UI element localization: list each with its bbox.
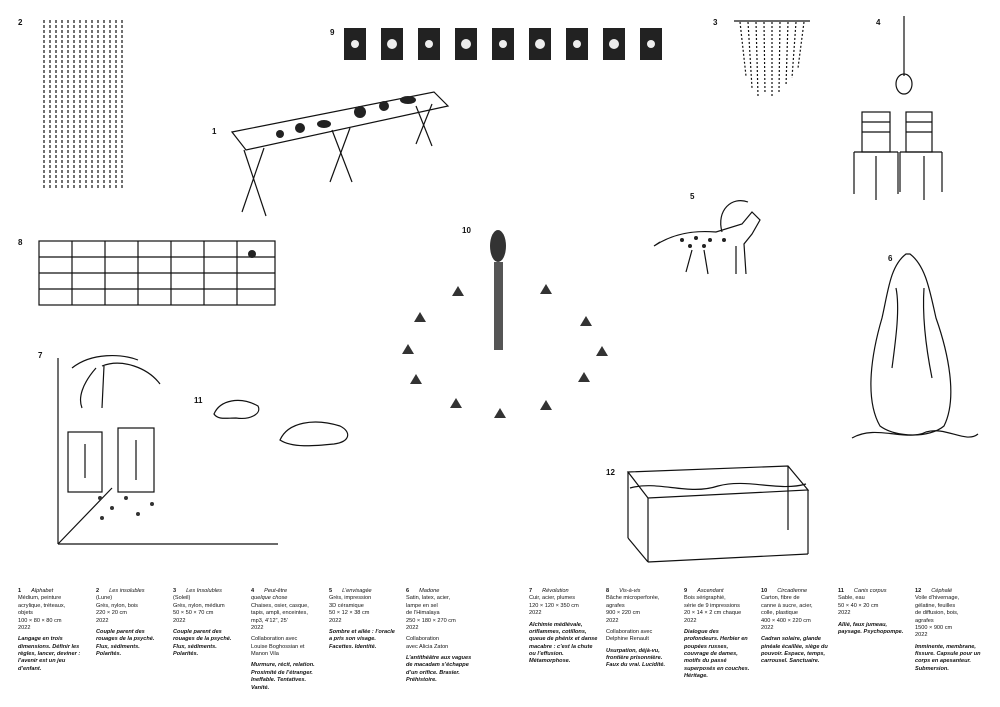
caption-line: Delphine Renault [606, 636, 649, 643]
caption-title: Alphabet [31, 588, 54, 594]
caption-note: Sombre et ailée : l’oracle a pris son visage. Facettes. Identité. [329, 628, 395, 650]
caption-line: lampe en sel [406, 602, 438, 609]
caption-note: Imminente, membrane, fissure. Capsule pour un corps en apesanteur. Submersion. [915, 643, 981, 672]
caption-work-5 [329, 588, 399, 651]
caption-line: 2022 [406, 624, 419, 631]
caption-line: Grès, nylon, médium [173, 602, 225, 609]
drawing-label-2: 2 [18, 18, 23, 27]
grid-wall-drawing [38, 240, 276, 306]
caption-number: 8 [606, 588, 610, 594]
caption-line: 2022 [18, 624, 31, 631]
caption-line: (Soleil) [173, 595, 191, 602]
caption-line: gélatine, feuilles [915, 602, 956, 609]
glass-box-drawing [618, 446, 812, 566]
caption-work-2 [96, 588, 166, 658]
caption-title: Peut-être [264, 588, 288, 594]
drawing-label-8: 8 [18, 238, 23, 247]
caption-line: Bâche microperforée, [606, 595, 660, 602]
caption-work-9 [684, 588, 754, 681]
caption-line: mp3, 4’12”, 25’ [251, 617, 289, 624]
caption-line: quelque chose [251, 595, 288, 602]
caption-line: Satin, latex, acier, [406, 595, 451, 602]
caption-line: Carton, fibre de [761, 595, 800, 602]
caption-line: 900 × 220 cm [606, 610, 641, 617]
totem-circle-drawing [390, 228, 640, 428]
caption-line: 50 × 50 × 70 cm [173, 610, 214, 617]
caption-line: Voile d’hivernage, [915, 595, 960, 602]
caption-line: Grès, impression [329, 595, 372, 602]
caption-title: Circadienne [777, 588, 808, 594]
caption-note: Usurpation, déjà-vu, frontière prisonnière. Faux du vrai. Lucidité. [606, 647, 666, 669]
caption-line: 2022 [251, 624, 264, 631]
caption-line: avec Alicia Zaton [406, 643, 449, 650]
caption-note: Cadran solaire, glande pinéale écaillée, siège du pouvoir. Espace, temps, carrousel. Sanctuaire. [761, 636, 828, 665]
caption-line: (Lune) [96, 595, 113, 602]
caption-line: Sable, eau [838, 595, 865, 602]
caption-line: 120 × 120 × 350 cm [529, 602, 579, 609]
bead-curtain-drawing [36, 18, 132, 190]
caption-work-11 [838, 588, 908, 636]
caption-note: L’antithéâtre aux vagues de macadam s’échappe d’un orifice. Brasier. Préhistoire. [406, 655, 472, 684]
caption-work-8 [606, 588, 676, 670]
caption-number: 10 [761, 588, 768, 594]
veiled-figure-drawing [846, 248, 982, 452]
caption-number: 3 [173, 588, 177, 594]
caption-note: Couple parent des rouages de la psyché. Flux, sédiments. Polarités. [173, 628, 232, 657]
caption-number: 1 [18, 588, 22, 594]
caption-title: Révolution [542, 588, 569, 594]
drawing-label-5: 5 [690, 192, 695, 201]
caption-number: 9 [684, 588, 688, 594]
caption-line: objets [18, 610, 33, 617]
drawing-label-10: 10 [462, 226, 471, 235]
caption-note: Dialogue des profondeurs. Herbier en poupées russes, couvrage de dames, motifs du passé superposés en couches. Héritage. [684, 628, 750, 680]
caption-line: Bois sérigraphié, [684, 595, 726, 602]
sand-forms-drawing [210, 392, 360, 452]
caption-work-4 [251, 588, 321, 692]
caption-line: 3D céramique [329, 602, 364, 609]
caption-line: 220 × 20 cm [96, 610, 127, 617]
caption-number: 7 [529, 588, 533, 594]
caption-line: 20 × 14 × 2 cm chaque [684, 610, 742, 617]
caption-title: Canis corpus [853, 588, 887, 594]
caption-number: 12 [915, 588, 922, 594]
caption-line: série de 9 impressions [684, 602, 740, 609]
caption-line: 100 × 80 × 80 cm [18, 617, 62, 624]
caption-line: canne à sucre, acier, [761, 602, 813, 609]
caption-title: Céphalé [931, 588, 953, 594]
caption-line: Manon Vila [251, 651, 279, 657]
caption-line: Louise Boghossian et [251, 643, 305, 650]
drawing-label-6: 6 [888, 254, 893, 263]
caption-work-7 [529, 588, 599, 666]
caption-note: Allié, faux jumeau, paysage. Psychopompe. [838, 621, 904, 635]
drawing-label-4: 4 [876, 18, 881, 27]
chairs-drawing [848, 16, 948, 200]
drawing-label-9: 9 [330, 28, 335, 37]
caption-title: L’envisagée [342, 588, 372, 594]
caption-line: de diffusion, bois, [915, 610, 959, 617]
caption-line: 2022 [838, 610, 851, 617]
caption-line: 250 × 180 × 270 cm [406, 617, 456, 624]
caption-note: Murmure, récit, relation. Proximité de l’étranger. Ineffable. Tentatives. Vanité. [251, 662, 315, 691]
caption-title: Ascendant [697, 588, 724, 594]
trestle-table-drawing [220, 82, 452, 222]
caption-line: 2022 [173, 617, 186, 624]
caption-line: Médium, peinture [18, 595, 62, 602]
caption-title: Madone [419, 588, 440, 594]
caption-line: Grès, nylon, bois [96, 602, 138, 609]
caption-line: tapis, ampli, enceintes, [251, 610, 308, 617]
caption-line: de l’Himalaya [406, 610, 440, 617]
caption-title: Les Insolubles [186, 588, 222, 594]
drawing-label-7: 7 [38, 351, 43, 360]
caption-line: 50 × 12 × 38 cm [329, 610, 370, 617]
caption-line: 2022 [684, 617, 697, 624]
caption-line: 2022 [915, 632, 928, 639]
caption-line: Collaboration [406, 636, 439, 643]
caption-line: 2022 [761, 624, 774, 631]
sphinx-creature-drawing [652, 190, 770, 280]
caption-line: agrafes [915, 617, 934, 624]
prints-row-drawing [344, 26, 662, 70]
caption-note: Alchimie médiévale, oriflammes, cotillons, queue de phénix et danse macabre : c’est la chute ou l’effusion. Métamorphose. [529, 621, 598, 665]
drawing-label-1: 1 [212, 127, 217, 136]
drawing-label-12: 12 [606, 468, 615, 477]
caption-work-10 [761, 588, 831, 666]
caption-line: 1500 × 900 cm [915, 624, 953, 631]
caption-line: 2022 [329, 617, 342, 624]
caption-line: Collaboration avec [251, 636, 298, 643]
caption-title: Vis-à-vis [619, 588, 641, 594]
caption-work-3 [173, 588, 243, 658]
caption-line: colle, plastique [761, 610, 799, 617]
caption-line: acrylique, tréteaux, [18, 602, 66, 609]
caption-number: 5 [329, 588, 333, 594]
caption-work-6 [406, 588, 476, 685]
caption-line: 2022 [529, 610, 542, 617]
caption-line: 50 × 40 × 20 cm [838, 602, 879, 609]
caption-title: Les insolubles [109, 588, 145, 594]
caption-note: Langage en trois dimensions. Définir les règles, lancer, deviner : l’avenir est un jeu d’enfant. [18, 636, 81, 672]
caption-line: Cuir, acier, plumes [529, 595, 576, 602]
drawing-label-3: 3 [713, 18, 718, 27]
caption-line: 2022 [606, 617, 619, 624]
caption-work-1 [18, 588, 88, 673]
hanging-strands-drawing [730, 16, 814, 102]
caption-line: 400 × 400 × 220 cm [761, 617, 811, 624]
caption-line: agrafes [606, 602, 625, 609]
caption-work-12 [915, 588, 985, 673]
caption-line: Collaboration avec [606, 628, 653, 635]
caption-line: 2022 [96, 617, 109, 624]
caption-number: 4 [251, 588, 255, 594]
caption-number: 11 [838, 588, 844, 594]
caption-number: 2 [96, 588, 100, 594]
caption-note: Couple parent des rouages de la psyché. Flux, sédiments. Polarités. [96, 628, 155, 657]
caption-line: Chaises, osier, casque, [251, 602, 309, 609]
caption-number: 6 [406, 588, 410, 594]
drawing-label-11: 11 [194, 396, 203, 405]
